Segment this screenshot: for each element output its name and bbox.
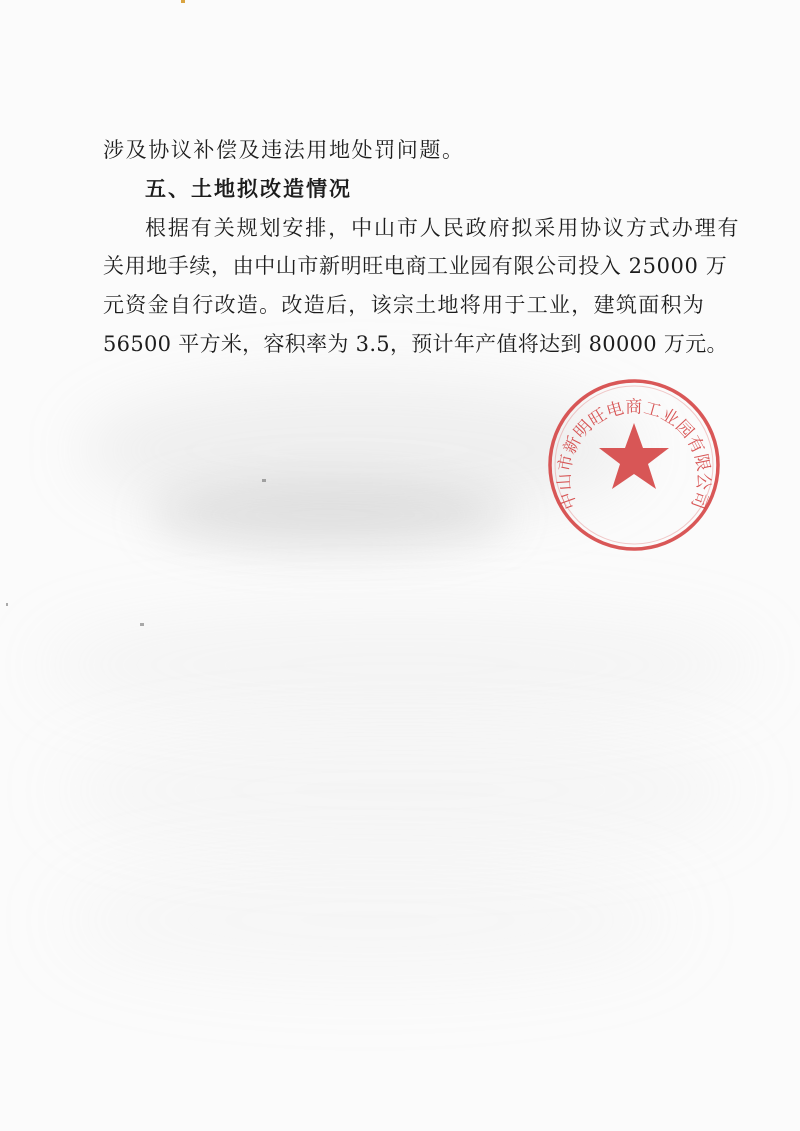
paragraph-line: 元资金自行改造。改造后，该宗土地将用于工业，建筑面积为 xyxy=(103,293,706,317)
seal-star-icon xyxy=(599,423,669,489)
paragraph-line: 涉及协议补偿及违法用地处罚问题。 xyxy=(103,138,465,162)
paragraph-line: 56500 平方米，容积率为 3.5，预计年产值将达到 80000 万元。 xyxy=(103,332,728,356)
scan-shadow xyxy=(60,860,680,980)
paragraph-line: 关用地手续，由中山市新明旺电商工业园有限公司投入 25000 万 xyxy=(103,254,728,278)
scan-shadow xyxy=(40,610,760,720)
section-heading: 五、土地拟改造情况 xyxy=(145,176,352,201)
scan-speck xyxy=(140,623,144,626)
scan-shadow xyxy=(150,480,510,550)
seal-text: 中山市新明旺电商工业园有限公司 xyxy=(554,397,714,512)
scan-speck xyxy=(262,479,266,482)
scan-shadow xyxy=(60,730,740,850)
company-seal xyxy=(544,375,724,555)
scan-speck xyxy=(6,603,8,606)
paragraph-line: 根据有关规划安排，中山市人民政府拟采用协议方式办理有 xyxy=(145,216,741,240)
scan-mark xyxy=(181,0,185,3)
